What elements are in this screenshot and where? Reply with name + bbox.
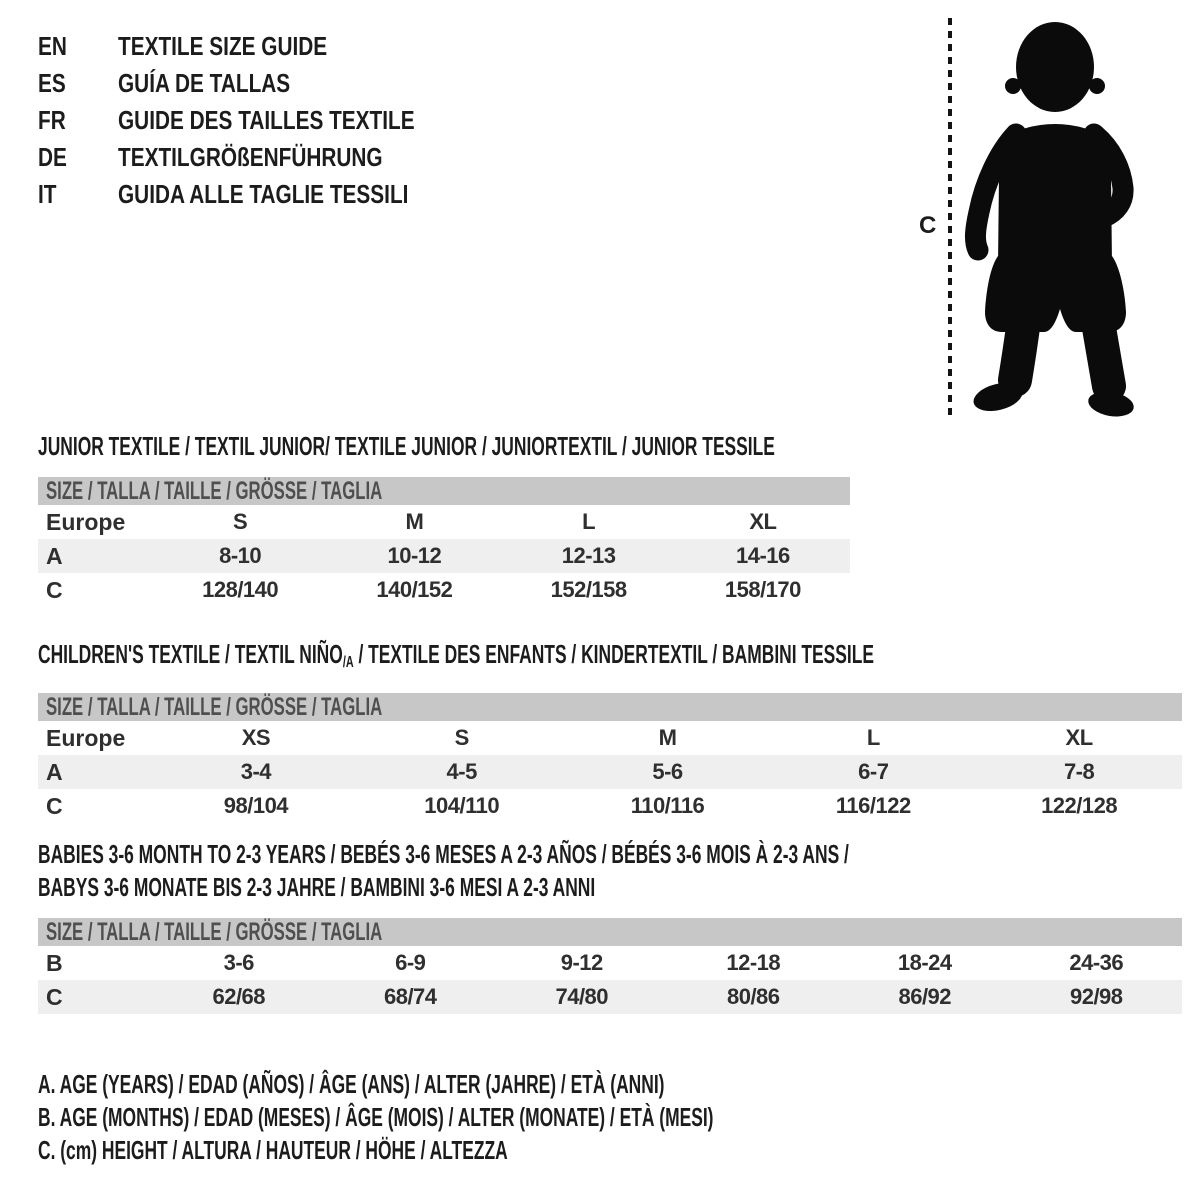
value-cell: S: [233, 509, 248, 534]
value-cell: 92/98: [1069, 984, 1123, 1009]
language-code: ES: [38, 68, 66, 98]
language-row: [38, 65, 489, 102]
section-babies-textile: [38, 838, 1182, 1014]
value-cell: 86/92: [898, 984, 952, 1009]
value-cell: XS: [241, 725, 271, 751]
junior-size-table: [38, 477, 850, 607]
language-label: GUIDA ALLE TAGLIE TESSILI: [118, 179, 409, 209]
nino-a-subscript: /A: [342, 653, 354, 672]
value-cell: XL: [749, 509, 777, 534]
row-label-cell: C: [46, 793, 63, 820]
row-label-cell: B: [46, 950, 63, 976]
legend-footnotes: [38, 1068, 1046, 1167]
section-title-line-2: BABYS 3-6 MONATE BIS 2-3 JAHRE / BAMBINI 3-6 MESI A 2-3 ANNI: [38, 872, 596, 902]
value-cell: 7-8: [1063, 759, 1095, 785]
language-row: [38, 102, 489, 139]
value-cell: 9-12: [560, 950, 603, 975]
language-row: [38, 139, 489, 176]
height-dashed-line-icon: [948, 18, 952, 418]
value-cell: 128/140: [202, 577, 279, 602]
table-row-height: [38, 573, 850, 607]
size-table-header: SIZE / TALLA / TAILLE / GRÖSSE / TAGLIA: [38, 918, 1182, 946]
value-cell: 10-12: [387, 543, 442, 568]
table-row-europe: [38, 721, 1182, 755]
value-cell: 24-36: [1069, 950, 1124, 975]
language-code: IT: [38, 179, 57, 209]
babies-size-table: [38, 918, 1182, 1014]
value-cell: 18-24: [897, 950, 952, 975]
value-cell: 98/104: [223, 793, 289, 819]
size-table-header: SIZE / TALLA / TAILLE / GRÖSSE / TAGLIA: [38, 693, 1182, 721]
value-cell: 12-13: [561, 543, 616, 568]
language-code: FR: [38, 105, 66, 135]
value-cell: 62/68: [212, 984, 266, 1009]
row-label-cell: A: [46, 759, 63, 786]
footnote-height-cm: C. (cm) HEIGHT / ALTURA / HAUTEUR / HÖHE / ALTEZZA: [38, 1135, 508, 1165]
value-cell: 140/152: [376, 577, 453, 602]
value-cell: L: [866, 725, 880, 751]
value-cell: 6-7: [858, 759, 889, 785]
value-cell: 122/128: [1041, 793, 1118, 819]
section-junior-textile: [38, 432, 850, 607]
toddler-silhouette-icon: [958, 20, 1143, 420]
table-row-europe: [38, 505, 850, 539]
value-cell: 152/158: [550, 577, 627, 602]
section-childrens-textile: [38, 640, 1182, 823]
row-label-cell: Europe: [46, 509, 126, 535]
children-size-table: [38, 693, 1182, 823]
language-code: EN: [38, 31, 67, 61]
measure-c-label: C: [919, 212, 937, 239]
table-row-age: [38, 755, 1182, 789]
section-title: JUNIOR TEXTILE / TEXTIL JUNIOR/ TEXTILE JUNIOR / JUNIORTEXTIL / JUNIOR TESSILE: [38, 431, 775, 461]
row-label-cell: C: [46, 984, 63, 1010]
value-cell: 110/116: [630, 793, 705, 819]
language-label: GUIDE DES TAILLES TEXTILE: [118, 105, 415, 135]
language-label: TEXTILE SIZE GUIDE: [118, 31, 328, 61]
value-cell: M: [658, 725, 677, 751]
language-label: GUÍA DE TALLAS: [118, 68, 291, 98]
table-row-height: [38, 980, 1182, 1014]
row-label-cell: Europe: [46, 725, 126, 752]
table-row-age-months: [38, 946, 1182, 980]
value-cell: 3-4: [240, 759, 272, 785]
row-label-cell: A: [46, 543, 63, 569]
value-cell: 6-9: [395, 950, 426, 975]
table-row-height: [38, 789, 1182, 823]
value-cell: XL: [1065, 725, 1093, 751]
language-title-block: [38, 28, 489, 213]
section-title: CHILDREN'S TEXTILE / TEXTIL NIÑO/A / TEXTILE DES ENFANTS / KINDERTEXTIL / BAMBINI TESSILE: [38, 639, 875, 672]
value-cell: S: [454, 725, 469, 751]
value-cell: 3-6: [223, 950, 254, 975]
size-table-header: SIZE / TALLA / TAILLE / GRÖSSE / TAGLIA: [38, 477, 850, 505]
footnote-age-months: B. AGE (MONTHS) / EDAD (MESES) / ÂGE (MOIS) / ALTER (MONATE) / ETÀ (MESI): [38, 1102, 714, 1132]
value-cell: 68/74: [383, 984, 437, 1009]
footnote-age-years: A. AGE (YEARS) / EDAD (AÑOS) / ÂGE (ANS) / ALTER (JAHRE) / ETÀ (ANNI): [38, 1069, 665, 1099]
language-label: TEXTILGRÖßENFÜHRUNG: [118, 142, 383, 172]
value-cell: 158/170: [724, 577, 801, 602]
language-row: [38, 28, 489, 65]
value-cell: 116/122: [835, 793, 911, 819]
row-label-cell: C: [46, 577, 63, 603]
value-cell: 14-16: [735, 543, 790, 568]
value-cell: 8-10: [219, 543, 262, 568]
value-cell: 5-6: [652, 759, 683, 785]
value-cell: 74/80: [555, 984, 609, 1009]
value-cell: 12-18: [726, 950, 781, 975]
table-row-age: [38, 539, 850, 573]
value-cell: L: [582, 509, 596, 534]
language-code: DE: [38, 142, 67, 172]
value-cell: 104/110: [424, 793, 500, 819]
value-cell: 80/86: [726, 984, 780, 1009]
value-cell: 4-5: [446, 759, 477, 785]
language-row: [38, 176, 489, 213]
height-measure-figure: [895, 10, 1165, 430]
section-title-line-1: BABIES 3-6 MONTH TO 2-3 YEARS / BEBÉS 3-6 MESES A 2-3 AÑOS / BÉBÉS 3-6 MOIS À 2-3 ANS /: [38, 839, 849, 869]
value-cell: M: [405, 509, 424, 534]
